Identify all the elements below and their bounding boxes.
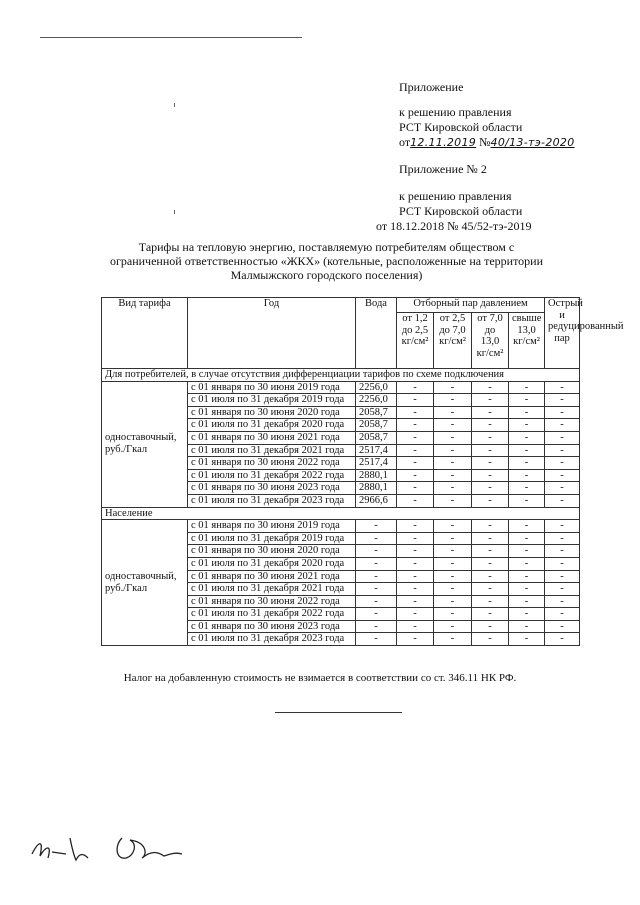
cell-sharp: - <box>545 419 580 432</box>
col-header-water: Вода <box>356 298 397 369</box>
cell-water: 2880,1 <box>356 482 397 495</box>
table-header-row <box>102 298 580 313</box>
table-body <box>102 369 580 646</box>
cell-p4: - <box>509 406 545 419</box>
authority-line: РСТ Кировской области <box>399 120 523 134</box>
col-header-pressure-3: от 7,0 до 13,0 кг/см² <box>472 312 509 368</box>
vat-footnote: Налог на добавленную стоимость не взимается в соответствии со ст. 346.11 НК РФ. <box>123 672 517 684</box>
cell-p2: - <box>434 557 472 570</box>
appendix-title: Приложение № 2 <box>399 162 487 176</box>
cell-p1: - <box>397 444 434 457</box>
cell-water: - <box>356 620 397 633</box>
cell-sharp: - <box>545 520 580 533</box>
cell-sharp: - <box>545 394 580 407</box>
cell-period: с 01 июля по 31 декабря 2022 года <box>188 608 356 621</box>
cell-period: с 01 июля по 31 декабря 2020 года <box>188 557 356 570</box>
cell-p4: - <box>509 557 545 570</box>
cell-p3: - <box>472 583 509 596</box>
cell-p2: - <box>434 494 472 507</box>
cell-p2: - <box>434 394 472 407</box>
cell-p2: - <box>434 545 472 558</box>
cell-sharp: - <box>545 482 580 495</box>
cell-period: с 01 января по 30 июня 2019 года <box>188 520 356 533</box>
table-row <box>102 520 580 533</box>
cell-p1: - <box>397 431 434 444</box>
cell-p3: - <box>472 406 509 419</box>
section-title-consumers: Для потребителей, в случае отсутствия дифференциации тарифов по схеме подключения <box>102 369 580 382</box>
scan-mark <box>174 103 175 107</box>
cell-p4: - <box>509 457 545 470</box>
appendix-title: Приложение <box>399 80 464 94</box>
cell-p4: - <box>509 545 545 558</box>
cell-period: с 01 января по 30 июня 2020 года <box>188 406 356 419</box>
cell-period: с 01 января по 30 июня 2021 года <box>188 570 356 583</box>
cell-water: - <box>356 608 397 621</box>
cell-water: 2517,4 <box>356 444 397 457</box>
cell-p1: - <box>397 394 434 407</box>
cell-p2: - <box>434 570 472 583</box>
cell-water: 2058,7 <box>356 431 397 444</box>
cell-p2: - <box>434 482 472 495</box>
cell-water: - <box>356 570 397 583</box>
cell-p4: - <box>509 419 545 432</box>
decision-line: к решению правления <box>399 105 512 119</box>
cell-p2: - <box>434 608 472 621</box>
cell-period: с 01 июля по 31 декабря 2022 года <box>188 469 356 482</box>
cell-p2: - <box>434 444 472 457</box>
cell-water: 2256,0 <box>356 394 397 407</box>
cell-p4: - <box>509 583 545 596</box>
cell-p4: - <box>509 469 545 482</box>
cell-water: 2966,6 <box>356 494 397 507</box>
bottom-rule <box>275 712 402 713</box>
cell-p2: - <box>434 520 472 533</box>
cell-p1: - <box>397 381 434 394</box>
cell-period: с 01 июля по 31 декабря 2021 года <box>188 583 356 596</box>
cell-p2: - <box>434 469 472 482</box>
cell-p4: - <box>509 608 545 621</box>
cell-sharp: - <box>545 570 580 583</box>
cell-period: с 01 января по 30 июня 2022 года <box>188 457 356 470</box>
cell-period: с 01 января по 30 июня 2020 года <box>188 545 356 558</box>
appendix-header-original <box>376 162 532 234</box>
cell-p3: - <box>472 595 509 608</box>
col-header-pressure-1: от 1,2 до 2,5 кг/см² <box>397 312 434 368</box>
decision-date-line: от 18.12.2018 № 45/52-тэ-2019 <box>376 219 532 233</box>
cell-period: с 01 июля по 31 декабря 2023 года <box>188 633 356 646</box>
cell-p1: - <box>397 532 434 545</box>
col-header-year: Год <box>188 298 356 369</box>
cell-p3: - <box>472 520 509 533</box>
cell-p4: - <box>509 520 545 533</box>
cell-p1: - <box>397 557 434 570</box>
cell-p1: - <box>397 419 434 432</box>
document-title: Тарифы на тепловую энергию, поставляемую потребителям обществом с ограниченной ответственностью «ЖКХ» (котельные, расположенные на территории Малмыжского городского поселения) <box>109 240 544 282</box>
cell-p1: - <box>397 570 434 583</box>
section-header-row <box>102 369 580 382</box>
cell-p4: - <box>509 444 545 457</box>
cell-period: с 01 января по 30 июня 2023 года <box>188 620 356 633</box>
cell-period: с 01 июля по 31 декабря 2019 года <box>188 394 356 407</box>
cell-p3: - <box>472 620 509 633</box>
cell-p4: - <box>509 381 545 394</box>
cell-p1: - <box>397 482 434 495</box>
cell-p4: - <box>509 595 545 608</box>
cell-p1: - <box>397 494 434 507</box>
decision-date-line: от12.11.2019 №40/13-тэ-2020 <box>399 135 575 149</box>
cell-p4: - <box>509 532 545 545</box>
cell-p1: - <box>397 583 434 596</box>
cell-p3: - <box>472 394 509 407</box>
cell-water: - <box>356 595 397 608</box>
cell-p1: - <box>397 595 434 608</box>
cell-p4: - <box>509 494 545 507</box>
table-row <box>102 381 580 394</box>
cell-sharp: - <box>545 406 580 419</box>
handwritten-date: 12.11.2019 <box>410 136 477 149</box>
cell-p3: - <box>472 482 509 495</box>
cell-water: 2256,0 <box>356 381 397 394</box>
cell-p4: - <box>509 394 545 407</box>
cell-p2: - <box>434 583 472 596</box>
section-title-population: Население <box>102 507 580 520</box>
cell-p3: - <box>472 419 509 432</box>
cell-p1: - <box>397 457 434 470</box>
col-header-type: Вид тарифа <box>102 298 188 369</box>
handwritten-signatures <box>26 824 196 874</box>
signature-mark <box>32 838 88 860</box>
cell-sharp: - <box>545 583 580 596</box>
cell-sharp: - <box>545 431 580 444</box>
cell-p3: - <box>472 532 509 545</box>
cell-sharp: - <box>545 595 580 608</box>
cell-sharp: - <box>545 557 580 570</box>
cell-p2: - <box>434 406 472 419</box>
cell-sharp: - <box>545 633 580 646</box>
cell-period: с 01 января по 30 июня 2021 года <box>188 431 356 444</box>
col-header-pressure-2: от 2,5 до 7,0 кг/см² <box>434 312 472 368</box>
cell-water: - <box>356 583 397 596</box>
decision-line: к решению правления <box>399 189 512 203</box>
col-header-steam-group: Отборный пар давлением <box>397 298 545 313</box>
cell-water: - <box>356 532 397 545</box>
cell-period: с 01 июля по 31 декабря 2021 года <box>188 444 356 457</box>
cell-sharp: - <box>545 469 580 482</box>
cell-p4: - <box>509 570 545 583</box>
cell-p1: - <box>397 406 434 419</box>
cell-water: - <box>356 520 397 533</box>
cell-p2: - <box>434 633 472 646</box>
cell-p4: - <box>509 633 545 646</box>
tariff-type-cell: одноставочный, руб./Гкал <box>102 381 188 507</box>
handwritten-number: 40/13-тэ-2020 <box>490 136 575 149</box>
cell-sharp: - <box>545 620 580 633</box>
appendix-header-current <box>399 80 575 150</box>
cell-p2: - <box>434 532 472 545</box>
cell-p1: - <box>397 545 434 558</box>
cell-p1: - <box>397 633 434 646</box>
cell-p1: - <box>397 620 434 633</box>
cell-period: с 01 июля по 31 декабря 2020 года <box>188 419 356 432</box>
cell-period: с 01 июля по 31 декабря 2023 года <box>188 494 356 507</box>
cell-p3: - <box>472 608 509 621</box>
cell-p3: - <box>472 557 509 570</box>
cell-water: 2058,7 <box>356 406 397 419</box>
cell-p3: - <box>472 457 509 470</box>
cell-water: - <box>356 557 397 570</box>
cell-water: - <box>356 545 397 558</box>
cell-sharp: - <box>545 444 580 457</box>
cell-p3: - <box>472 381 509 394</box>
cell-sharp: - <box>545 457 580 470</box>
signature-mark <box>117 838 182 858</box>
cell-p2: - <box>434 620 472 633</box>
cell-period: с 01 января по 30 июня 2023 года <box>188 482 356 495</box>
cell-p4: - <box>509 431 545 444</box>
top-rule <box>40 37 302 38</box>
cell-p2: - <box>434 419 472 432</box>
cell-period: с 01 января по 30 июня 2019 года <box>188 381 356 394</box>
section-header-row <box>102 507 580 520</box>
cell-period: с 01 января по 30 июня 2022 года <box>188 595 356 608</box>
tariff-type-cell: одноставочный, руб./Гкал <box>102 520 188 646</box>
cell-p2: - <box>434 595 472 608</box>
cell-p2: - <box>434 457 472 470</box>
cell-p1: - <box>397 469 434 482</box>
cell-sharp: - <box>545 381 580 394</box>
cell-p1: - <box>397 520 434 533</box>
cell-sharp: - <box>545 494 580 507</box>
cell-water: - <box>356 633 397 646</box>
cell-period: с 01 июля по 31 декабря 2019 года <box>188 532 356 545</box>
cell-water: 2880,1 <box>356 469 397 482</box>
cell-p2: - <box>434 381 472 394</box>
cell-p3: - <box>472 494 509 507</box>
cell-p2: - <box>434 431 472 444</box>
tariff-table <box>101 297 624 646</box>
col-header-pressure-4: свыше 13,0 кг/см² <box>509 312 545 368</box>
cell-p3: - <box>472 431 509 444</box>
cell-p3: - <box>472 469 509 482</box>
cell-p3: - <box>472 633 509 646</box>
authority-line: РСТ Кировской области <box>399 204 523 218</box>
cell-p4: - <box>509 482 545 495</box>
cell-sharp: - <box>545 608 580 621</box>
col-header-sharp-steam: Острый и редуцированный пар <box>545 298 580 369</box>
cell-sharp: - <box>545 532 580 545</box>
cell-water: 2058,7 <box>356 419 397 432</box>
cell-p3: - <box>472 545 509 558</box>
cell-p3: - <box>472 444 509 457</box>
cell-sharp: - <box>545 545 580 558</box>
cell-water: 2517,4 <box>356 457 397 470</box>
scan-mark <box>174 210 175 214</box>
cell-p1: - <box>397 608 434 621</box>
cell-p4: - <box>509 620 545 633</box>
cell-p3: - <box>472 570 509 583</box>
